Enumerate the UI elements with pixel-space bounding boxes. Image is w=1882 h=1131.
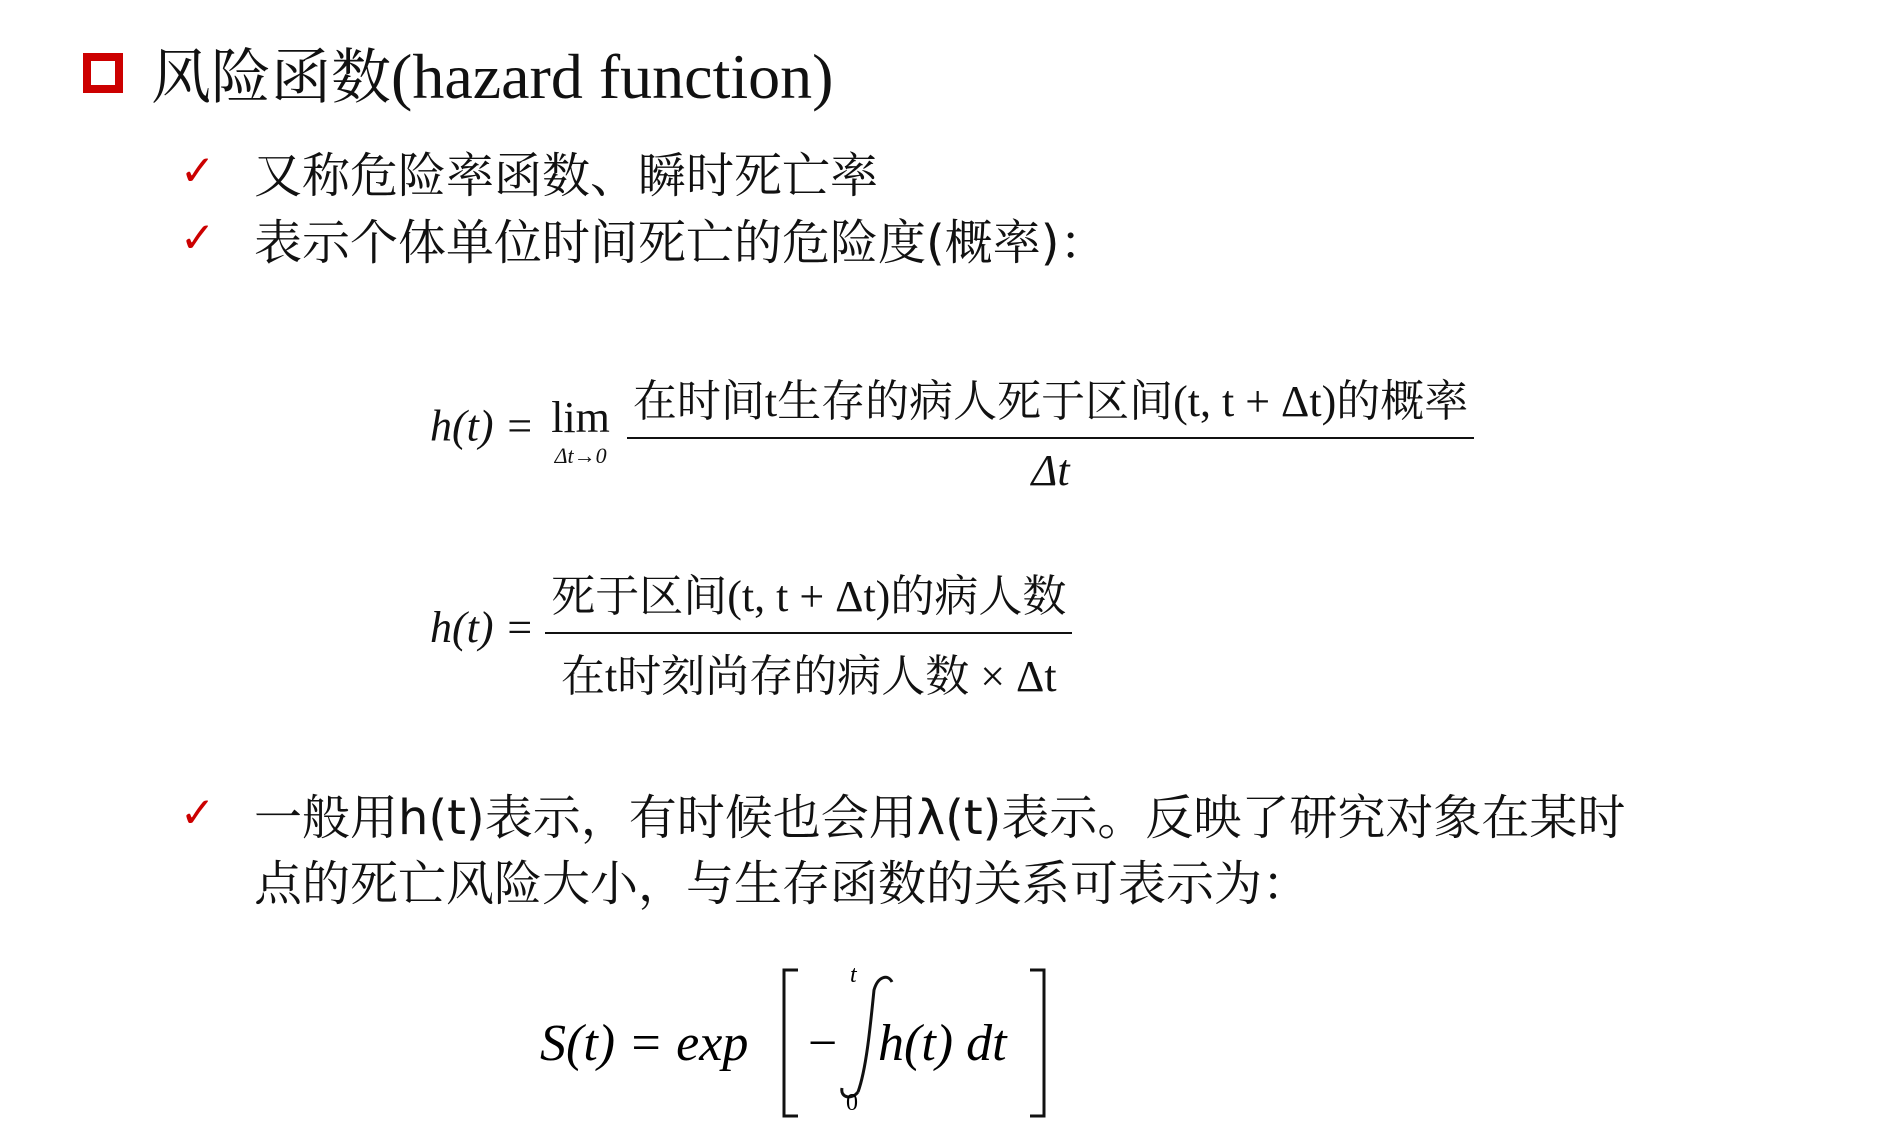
formula-3-svg [540,960,1060,1130]
formula-3-lhs: S(t) = exp [540,1015,749,1072]
bullet-1 [180,143,878,209]
bullet-3 [180,785,1625,917]
formula-3-integrand: h(t) dt [878,1015,1007,1072]
bullet-3-line-1: 一般用h(t)表示，有时候也会用λ(t)表示。反映了研究对象在某时 [254,790,1626,846]
left-bracket [784,970,798,1116]
formula-3-minus: − [808,1015,838,1072]
title-zh: 风险函数 [151,43,391,113]
bullet-1-text: 又称危险率函数、瞬时死亡率 [254,148,879,204]
title-en: (hazard function) [391,41,834,112]
bullet-3-line-2: 点的死亡风险大小，与生存函数的关系可表示为： [254,856,1311,912]
formula-1 [430,365,1474,496]
bullet-2 [180,210,1107,276]
formula-2-numerator: 死于区间(t, t + Δt)的病人数 [545,560,1072,634]
formula-2-fraction [545,560,1072,704]
formula-2-denominator: 在t时刻尚存的病人数 × Δt [561,652,1057,701]
formula-2-lhs: h(t) = [430,603,535,653]
integral-upper-limit: t [850,962,857,988]
checkmark-icon: ✓ [180,788,216,837]
limit-operator: lim Δt→0 [551,393,610,468]
limit-subscript: Δt→0 [554,443,607,468]
formula-2 [430,560,1072,704]
hollow-square-icon [83,53,123,93]
formula-1-numerator: 在时间t生存的病人死于区间(t, t + Δt)的概率 [627,365,1474,439]
right-bracket [1030,970,1044,1116]
formula-1-fraction [627,365,1474,496]
formula-1-denominator: Δt [1031,446,1070,495]
formula-1-lhs: h(t) = [430,401,535,451]
checkmark-icon: ✓ [180,146,216,195]
bullet-2-text: 表示个体单位时间死亡的危险度(概率)： [254,215,1108,271]
checkmark-icon: ✓ [180,213,216,262]
slide-title [83,38,834,113]
integral-lower-limit: 0 [846,1090,858,1116]
